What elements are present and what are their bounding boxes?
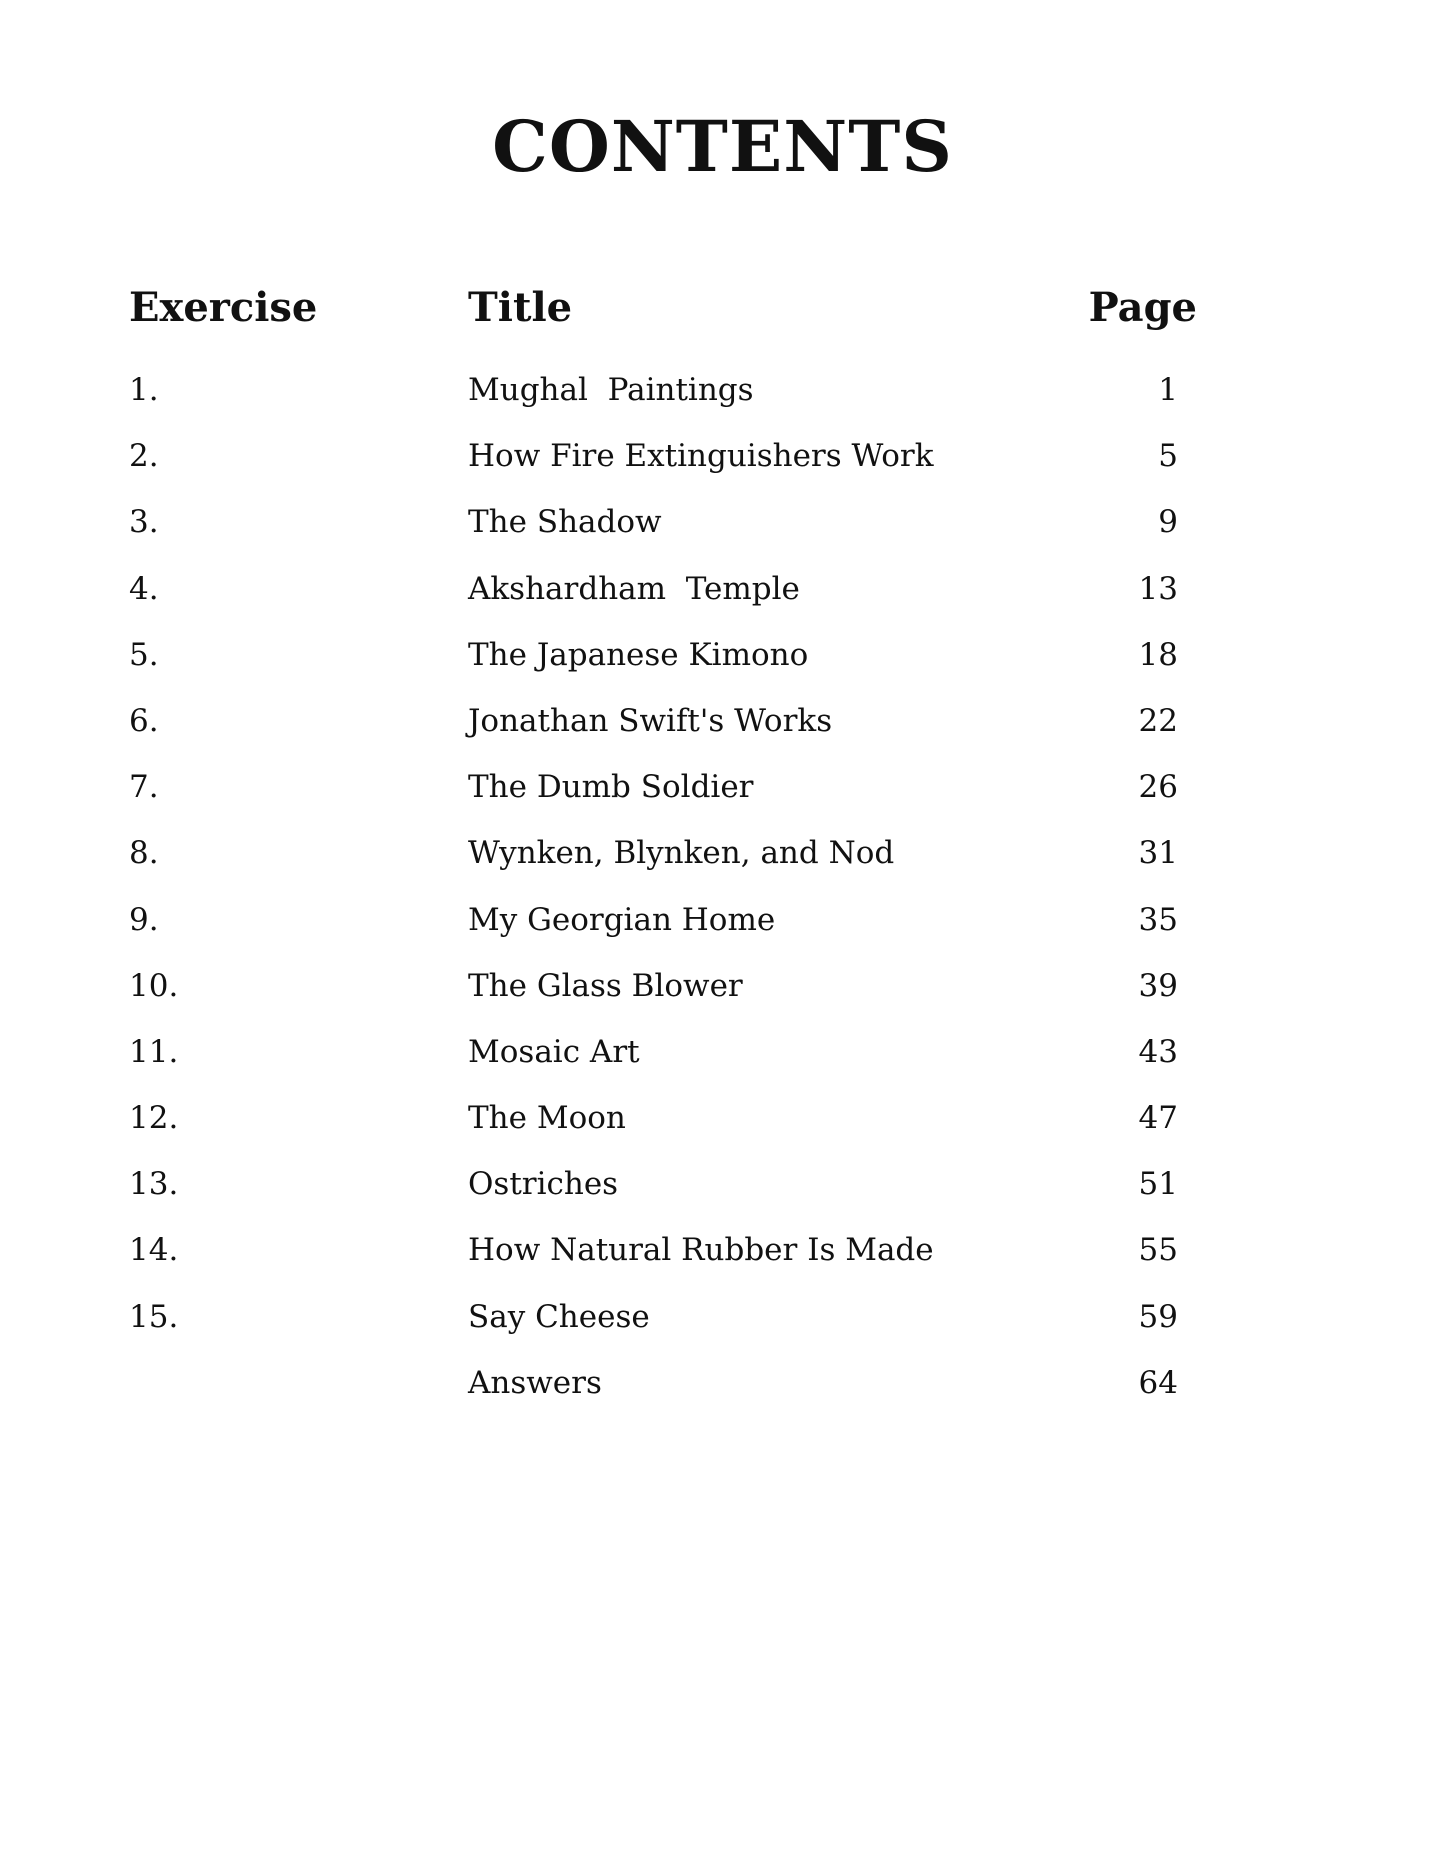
entry-title: The Shadow (468, 504, 662, 541)
entry-number: 15. (129, 1298, 179, 1335)
entry-page: 22 (1138, 702, 1178, 739)
entry-title: The Dumb Soldier (468, 769, 754, 806)
toc-entry (0, 567, 1445, 633)
entry-title: How Natural Rubber Is Made (468, 1232, 934, 1269)
entry-title: Mughal Paintings (468, 372, 754, 408)
toc-entry (0, 1096, 1445, 1162)
entry-page: 39 (1138, 967, 1178, 1004)
toc-entry (0, 964, 1445, 1030)
entry-number: 1. (129, 372, 159, 408)
entry-title: The Glass Blower (468, 967, 743, 1004)
entry-title: Akshardham Temple (468, 570, 800, 607)
toc-header-row (0, 284, 1445, 334)
entry-page: 1 (1158, 372, 1178, 408)
header-title: Title (468, 284, 573, 331)
entry-number: 11. (129, 1033, 179, 1070)
toc-entry (0, 765, 1445, 831)
entry-title: My Georgian Home (468, 901, 776, 938)
entry-number: 3. (129, 504, 159, 541)
toc-entry (0, 699, 1445, 765)
entry-number: 14. (129, 1232, 179, 1269)
entry-page: 51 (1138, 1166, 1178, 1203)
header-exercise: Exercise (129, 284, 318, 331)
toc-entry (0, 1162, 1445, 1228)
entry-number: 2. (129, 438, 159, 475)
entry-page: 18 (1138, 636, 1178, 673)
entry-number: 7. (129, 769, 159, 806)
entry-page: 55 (1138, 1232, 1178, 1269)
entry-number: 13. (129, 1166, 179, 1203)
entry-number: 12. (129, 1100, 179, 1137)
toc-entry (0, 1228, 1445, 1294)
toc-entry-answers (0, 1361, 1445, 1427)
entry-page: 47 (1138, 1100, 1178, 1137)
entry-title: Answers (468, 1364, 602, 1401)
toc-entry (0, 1295, 1445, 1361)
entry-number: 4. (129, 570, 159, 607)
entry-page: 43 (1138, 1033, 1178, 1070)
entry-number: 5. (129, 636, 159, 673)
entry-title: Jonathan Swift's Works (468, 702, 833, 739)
entry-title: The Japanese Kimono (468, 636, 809, 673)
entry-page: 64 (1138, 1364, 1178, 1401)
toc-entry (0, 1030, 1445, 1096)
entry-title: Ostriches (468, 1166, 619, 1203)
toc-entry (0, 898, 1445, 964)
entry-title: How Fire Extinguishers Work (468, 438, 934, 475)
entry-page: 59 (1138, 1298, 1178, 1335)
entry-page: 13 (1138, 570, 1178, 607)
toc-entry (0, 831, 1445, 897)
page-title: CONTENTS (492, 105, 953, 188)
entry-page: 31 (1138, 835, 1178, 872)
entry-number: 8. (129, 835, 159, 872)
toc-entry (0, 500, 1445, 566)
entry-number: 10. (129, 967, 179, 1004)
entry-page: 9 (1158, 504, 1178, 541)
entry-title: Mosaic Art (468, 1033, 640, 1070)
toc-entry (0, 633, 1445, 699)
entry-page: 26 (1138, 769, 1178, 806)
entry-title: The Moon (468, 1100, 626, 1137)
entry-title: Wynken, Blynken, and Nod (468, 835, 895, 872)
entry-title: Say Cheese (468, 1298, 650, 1335)
toc-list (0, 368, 1445, 1427)
toc-entry (0, 368, 1445, 434)
entry-number: 6. (129, 702, 159, 739)
entry-page: 35 (1138, 901, 1178, 938)
header-page: Page (1088, 284, 1197, 331)
toc-entry (0, 434, 1445, 500)
entry-page: 5 (1158, 438, 1178, 475)
entry-number: 9. (129, 901, 159, 938)
